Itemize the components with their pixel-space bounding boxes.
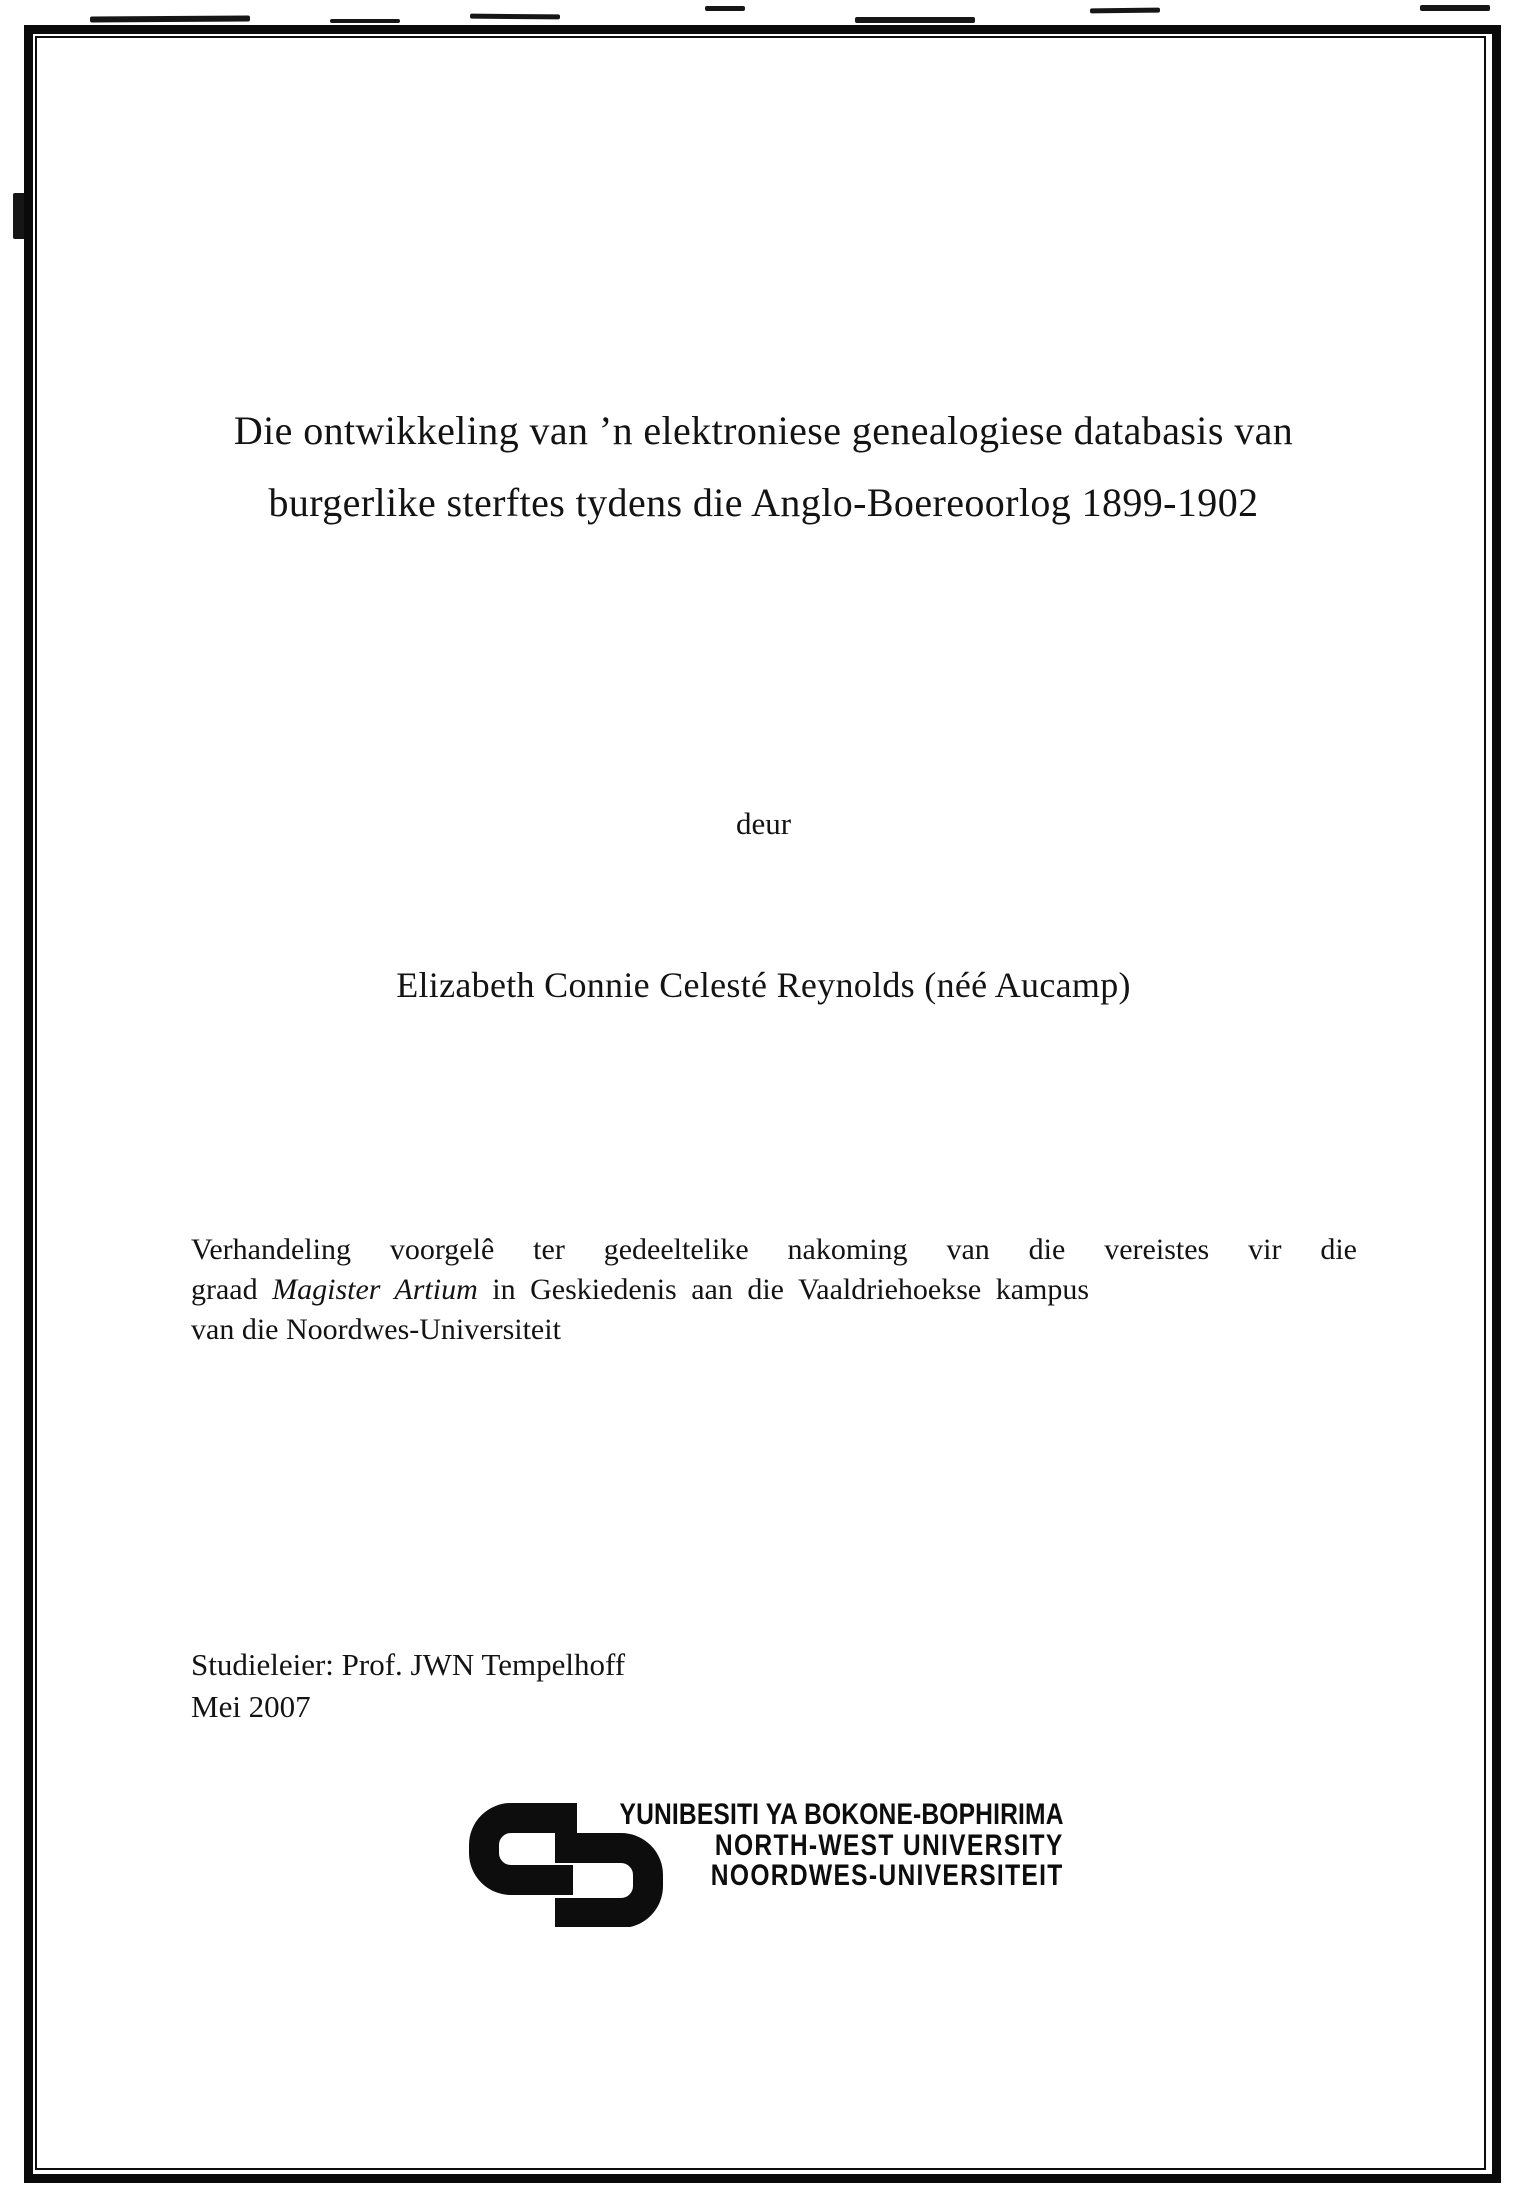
declaration-line2-post: in Geskiedenis aan die Vaaldriehoekse kampus xyxy=(477,1273,1090,1306)
declaration-line2 xyxy=(191,1270,1357,1310)
degree-declaration xyxy=(191,1230,1357,1350)
byline-label: deur xyxy=(735,806,792,841)
thesis-title-line2: burgerlike sterftes tydens die Anglo-Boereoorlog 1899-1902 xyxy=(268,480,1259,525)
supervisor-block xyxy=(191,1644,625,1728)
degree-name-italic: Magister Artium xyxy=(272,1273,478,1306)
nwu-logo-wordmark xyxy=(620,1800,1064,1892)
logo-name-afrikaans: NOORDWES-UNIVERSITEIT xyxy=(711,1859,1064,1892)
scan-artifact xyxy=(705,6,745,11)
scan-artifact xyxy=(1090,8,1160,14)
thesis-title xyxy=(0,395,1527,539)
declaration-line2-pre: graad xyxy=(191,1273,273,1306)
declaration-line1: Verhandeling voorgelê ter gedeeltelike nakoming van die vereistes vir die xyxy=(191,1233,1357,1266)
scan-artifact xyxy=(855,17,975,23)
declaration-line3: van die Noordwes-Universiteit xyxy=(191,1313,561,1346)
scan-artifact xyxy=(90,15,250,22)
scan-artifact xyxy=(1420,5,1490,11)
scan-artifact xyxy=(470,14,560,20)
logo-name-english: NORTH-WEST UNIVERSITY xyxy=(715,1828,1064,1862)
scan-artifact xyxy=(330,19,400,23)
supervisor-line: Studieleier: Prof. JWN Tempelhoff xyxy=(191,1647,626,1682)
date-line: Mei 2007 xyxy=(191,1689,311,1724)
author-name: Elizabeth Connie Celesté Reynolds (néé Aucamp) xyxy=(396,965,1131,1005)
thesis-title-line1: Die ontwikkeling van ’n elektroniese genealogiese databasis van xyxy=(233,408,1294,453)
logo-name-setswana: YUNIBESITI YA BOKONE-BOPHIRIMA xyxy=(619,1798,1064,1831)
